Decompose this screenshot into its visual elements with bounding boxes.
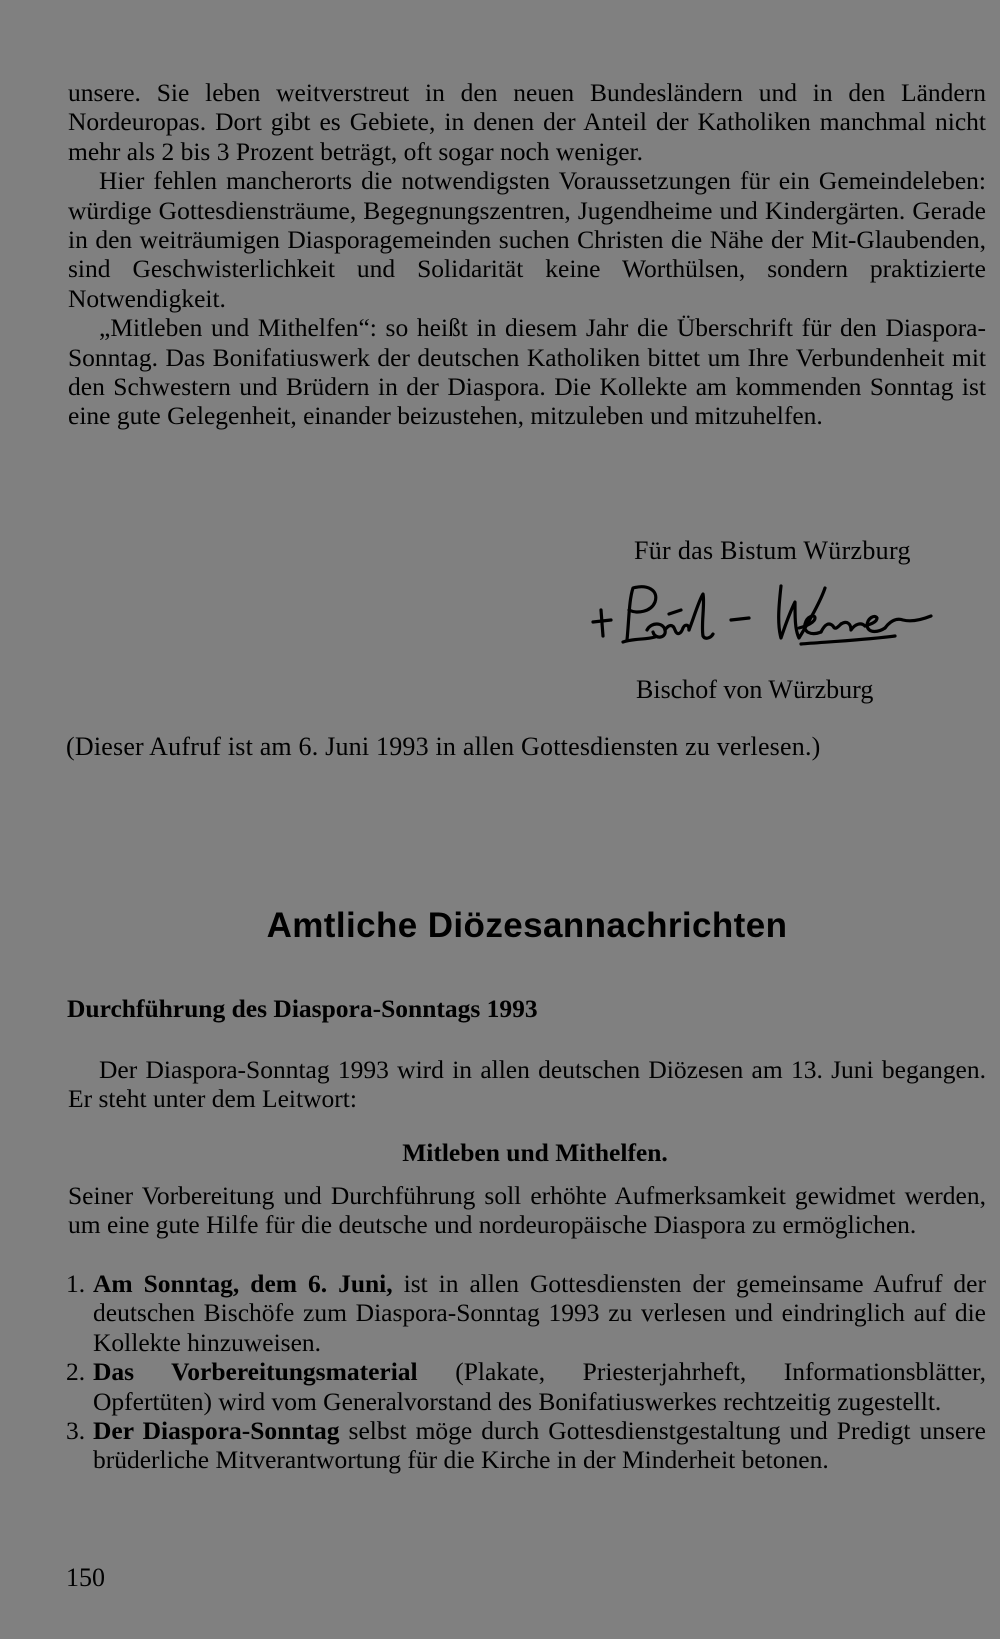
list-item-lead: Am Sonntag, dem 6. Juni, — [93, 1269, 393, 1298]
bishop-title: Bischof von Würzburg — [636, 675, 874, 704]
preparation-block — [68, 1181, 986, 1240]
appeal-paragraph: Hier fehlen mancherorts die notwendigsten Voraussetzungen für ein Gemeindeleben: würdige Gottesdiensträume, Begegnungszentren, Jugendheime und Kindergärten. Gerade in den weiträumigen Diasporagemeinden suchen Christen die Nähe der Mit-Glaubenden, sind Geschwisterlichkeit und Solidarität keine Worthülsen, sondern praktizierte Notwendigkeit. — [68, 166, 986, 313]
bishop-signature — [585, 580, 955, 670]
instruction-list — [66, 1269, 986, 1475]
list-item-lead: Das Vorbereitungsmaterial — [93, 1357, 418, 1387]
list-item-number: 3. — [66, 1416, 86, 1446]
list-item-text: ist in allen Gottesdiensten der gemeinsame Aufruf der deutschen Bischöfe zum Diaspora-Sonntag 1993 zu verlesen und eindringlich auf die Kollekte hinzuweisen. — [93, 1269, 986, 1357]
preparation-paragraph: Seiner Vorbereitung und Durchführung soll erhöhte Aufmerksamkeit gewidmet werden, um eine gute Hilfe für die deutsche und nordeuropäische Diaspora zu ermöglichen. — [68, 1181, 986, 1240]
motto: Mitleben und Mithelfen. — [402, 1138, 668, 1167]
page-number: 150 — [66, 1563, 105, 1592]
appeal-text — [68, 78, 986, 431]
list-item-number: 2. — [66, 1357, 86, 1387]
list-item-text: (Plakate, Priesterjahrheft, Informationsblätter, Opfertüten) wird vom Generalvorstand des Bonifatiuswerkes rechtzeitig zugestellt. — [93, 1357, 986, 1416]
list-item — [66, 1357, 986, 1416]
diocese-line: Für das Bistum Würzburg — [634, 536, 911, 565]
list-item-text: selbst möge durch Gottesdienstgestaltung und Predigt unsere brüderliche Mitverantwortung für die Kirche in der Minderheit betonen. — [93, 1416, 986, 1475]
list-item — [66, 1416, 986, 1475]
list-item-number: 1. — [66, 1269, 86, 1298]
reading-note: (Dieser Aufruf ist am 6. Juni 1993 in allen Gottesdiensten zu verlesen.) — [66, 732, 821, 761]
section-heading: Amtliche Diözesannachrichten — [266, 906, 788, 945]
list-item — [66, 1269, 986, 1357]
announcement-block — [68, 1055, 986, 1114]
announcement-paragraph: Der Diaspora-Sonntag 1993 wird in allen deutschen Diözesen am 13. Juni begangen. Er steht unter dem Leitwort: — [68, 1055, 986, 1114]
list-item-lead: Der Diaspora-Sonntag — [93, 1416, 340, 1446]
section-subheading: Durchführung des Diaspora-Sonntags 1993 — [67, 994, 538, 1023]
appeal-paragraph: „Mitleben und Mithelfen“: so heißt in diesem Jahr die Überschrift für den Diaspora-Sonntag. Das Bonifatiuswerk der deutschen Katholiken bittet um Ihre Verbundenheit mit den Schwestern und Brüdern in der Diaspora. Die Kollekte am kommenden Sonntag ist eine gute Gelegenheit, einander beizustehen, mitzuleben und mitzuhelfen. — [68, 313, 986, 431]
appeal-paragraph: unsere. Sie leben weitverstreut in den neuen Bundesländern und in den Ländern Nordeuropas. Dort gibt es Gebiete, in denen der Anteil der Katholiken manchmal nicht mehr als 2 bis 3 Prozent beträgt, oft sogar noch weniger. — [68, 78, 986, 166]
